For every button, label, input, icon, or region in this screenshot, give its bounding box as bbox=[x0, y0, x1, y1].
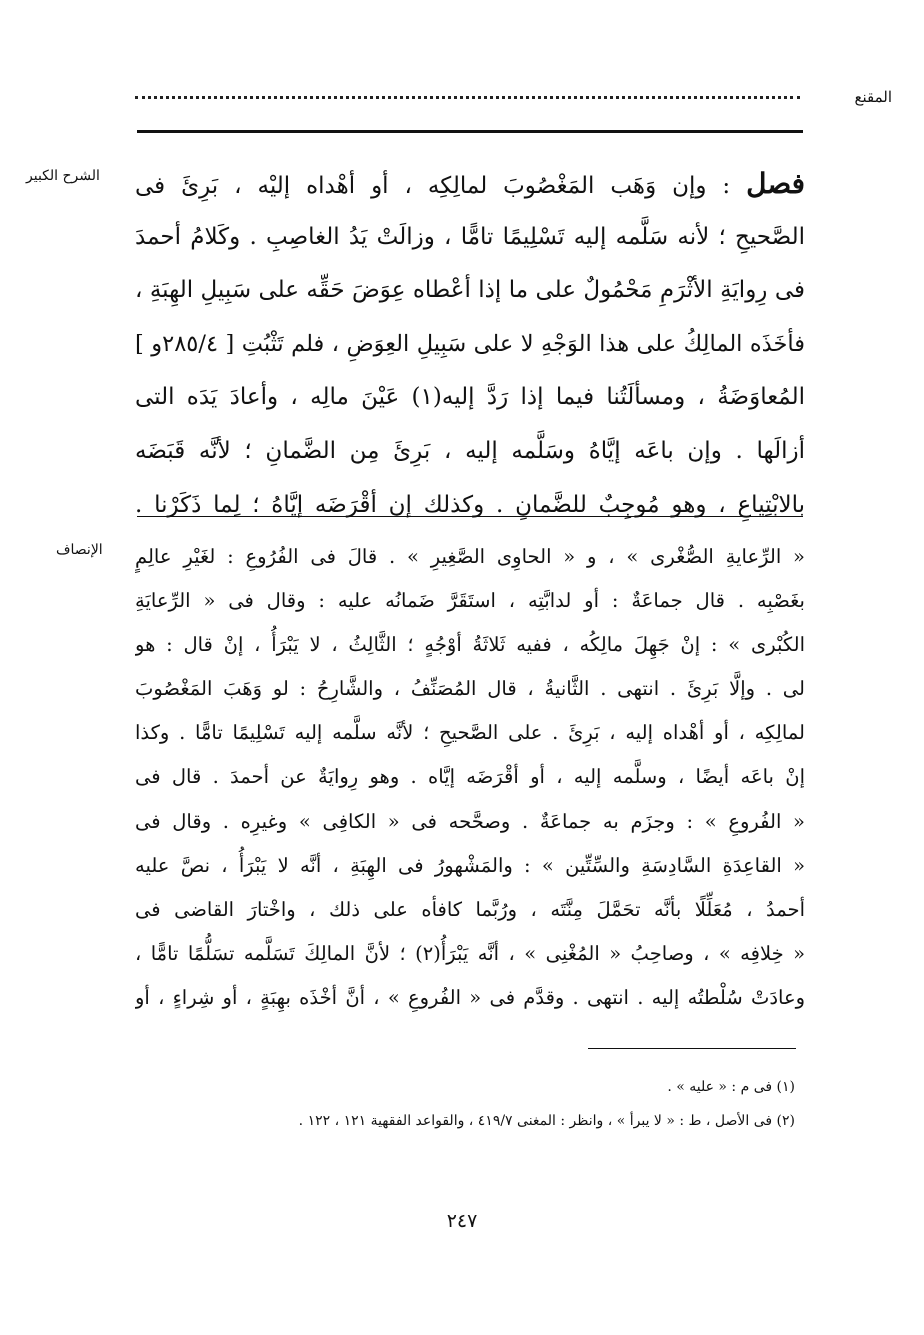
text-line: « الفُروعِ » : وجزَم به جماعَةٌ . وصحَّحه فى « الكافِى » وغيرِه . وقال فى bbox=[135, 809, 805, 833]
side-label-insaf: الإنصاف bbox=[56, 542, 103, 558]
text-line: أحمدُ ، مُعَلِّلًا بأنَّه تحَمَّلَ مِنَّتَه ، ورُبَّما كافأه على ذلك ، واخْتارَ القاضى فى bbox=[135, 897, 805, 921]
text-line: لمالِكِه ، أو أهْداه إليه ، بَرِئَ . على الصَّحيحِ ؛ لأنَّه سلَّمه إليه تَسْلِيمًا تامًّا . وكذا bbox=[135, 721, 805, 745]
footnote-1: (١) فى م : « عليه » . bbox=[667, 1079, 795, 1095]
footnotes bbox=[200, 1070, 795, 1138]
text-line: فى رِوايَةِ الأثْرَمِ مَحْمُولٌ على ما إذا أعْطاه عِوَضَ حَقِّه على سَبِيلِ الهِبَةِ ، bbox=[135, 277, 805, 304]
header-title: المقنع bbox=[854, 88, 892, 106]
section-divider bbox=[137, 516, 803, 517]
text-line: بالابْتِياعِ ، وهو مُوجِبٌ للضَّمانِ . وكذلك إن أقْرَضَه إيَّاهُ ؛ لِما ذَكَرْنا . bbox=[135, 491, 805, 518]
header-rule bbox=[137, 130, 803, 133]
text-line-content: : وإن وَهَب المَغْصُوبَ لمالِكِه ، أو أهْداه إليْه ، بَرِئَ فى bbox=[135, 173, 731, 199]
text-line: « الرِّعايةِ الصُّغْرى » ، و « الحاوِى الصَّغِيرِ » . قالَ فى الفُرُوعِ : لغَيْرِ عالِمٍ bbox=[135, 545, 805, 568]
text-line: الكُبْرى » : إنْ جَهِلَ مالِكُه ، ففيه ثَلاثَةُ أوْجُهٍ ؛ الثَّالِثُ ، لا يَبْرَأُ ، إنْ قال : هو bbox=[135, 633, 805, 657]
text-line: أزالَها . وإن باعَه إيَّاهُ وسَلَّمه إليه ، بَرِئَ مِن الضَّمانِ ؛ لأنَّه قَبَضَه bbox=[135, 437, 805, 464]
footnote-2: (٢) فى الأصل ، ط : « لا يبرأ » ، وانظر : المغنى ٤١٩/٧ ، والقواعد الفقهية ١٢١ ، ١٢٢ . bbox=[298, 1113, 795, 1129]
page-number: ٢٤٧ bbox=[446, 1210, 478, 1232]
text-line: لى . وإلَّا بَرِئَ . انتهى . الثَّانيةُ ، قال المُصَنِّفُ ، والشَّارِحُ : لو وَهَبَ المَغْصُوبَ bbox=[135, 677, 805, 701]
insaf-text-block bbox=[135, 535, 805, 1020]
text-line: وعادَتْ سُلْطتُه إليه . انتهى . وقدَّم فى « الفُروعِ » ، أنَّ أخْذَه بهِبَةٍ ، أو شِراءٍ ، أو bbox=[135, 985, 805, 1009]
text-line: المُعاوَضَةُ ، ومسألَتُنا فيما إذا رَدَّ إليه(١) عَيْنَ مالِه ، وأعادَ يَدَه التى bbox=[135, 384, 805, 411]
header-dotted-leader bbox=[135, 96, 800, 99]
text-line: فأخَذَه المالِكُ على هذا الوَجْهِ لا على سَبِيلِ العِوَضِ ، فلم تَثْبُتِ [ ٢٨٥/٤و ] bbox=[135, 330, 805, 357]
text-line: إنْ باعَه أيضًا ، وسلَّمه إليه ، أو أقْرَضَه إيَّاه . وهو رِوايَةٌ عن أحمدَ . قال فى bbox=[135, 765, 805, 789]
text-line: « خِلافِه » ، وصاحِبُ « المُغْنِى » ، أنَّه يَبْرَأُ(٢) ؛ لأنَّ المالِكَ تَسَلَّمه تسَلُّمًا تامًّا ، bbox=[135, 941, 805, 965]
text-line bbox=[135, 157, 805, 211]
text-line: بغَصْبِه . قال جماعَةٌ : أو لدابَّتِه ، استَقَرَّ ضَمانُه عليه : وقال فى « الرِّعايَةِ bbox=[135, 589, 805, 613]
text-line: « القاعِدَةِ السَّادِسَةِ والسِّتِّين » : والمَشْهورُ فى الهِبَةِ ، أنَّه لا يَبْرَأُ ، نصَّ عليه bbox=[135, 853, 805, 877]
text-line: الصَّحيحِ ؛ لأنه سَلَّمه إليه تَسْلِيمًا تامًّا ، وزالَتْ يَدُ الغاصِبِ . وكَلامُ أحمدَ bbox=[135, 223, 805, 250]
sharh-text-block bbox=[135, 157, 805, 532]
side-label-sharh: الشرح الكبير bbox=[26, 168, 100, 184]
running-header bbox=[135, 88, 892, 116]
footnote-divider bbox=[588, 1048, 796, 1049]
section-heading: فصل bbox=[746, 167, 805, 200]
